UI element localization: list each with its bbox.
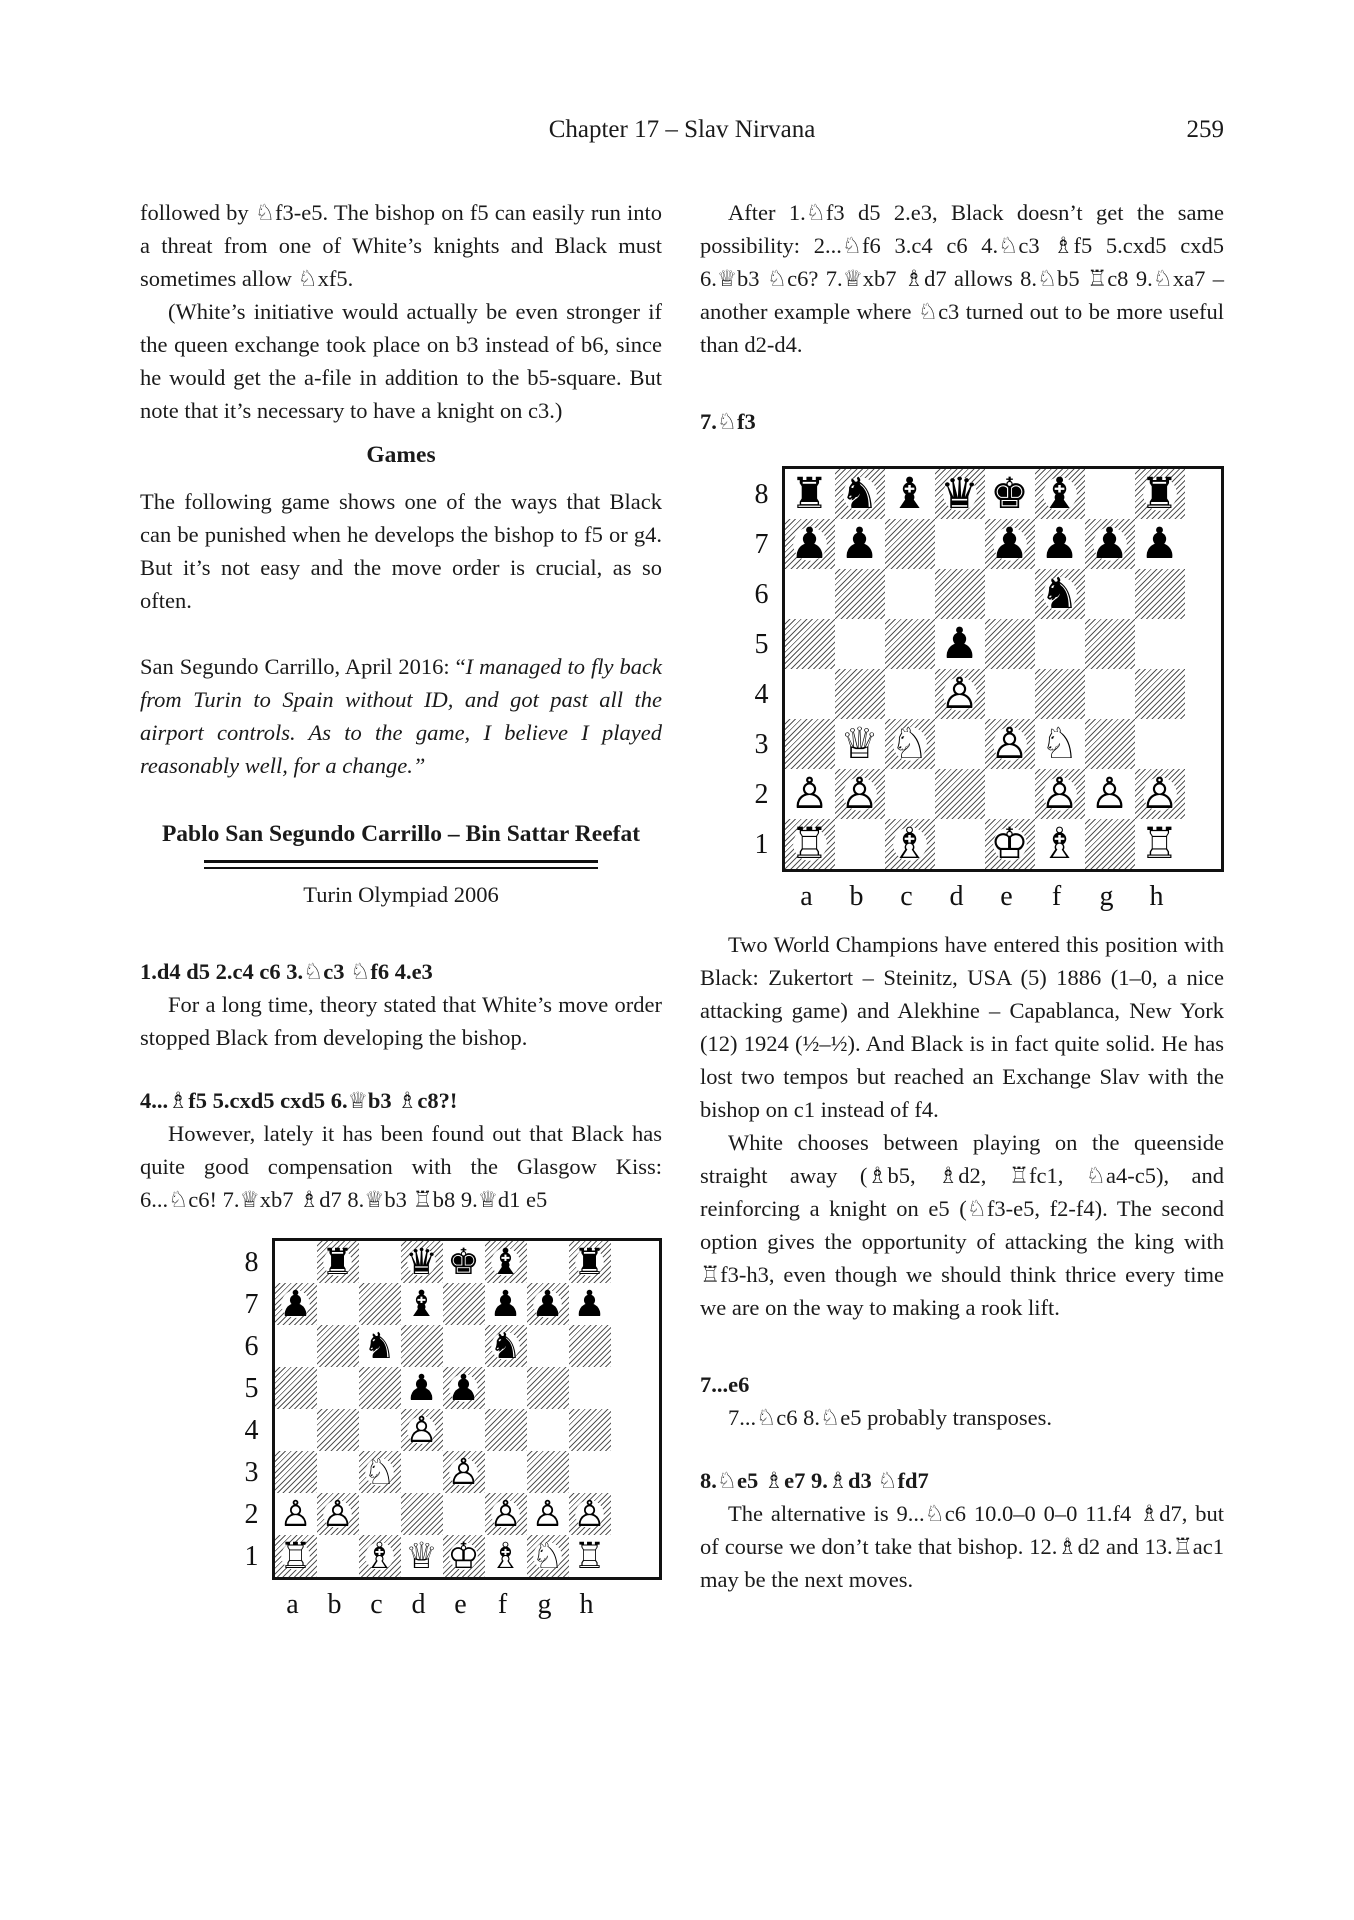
file-label: b <box>327 1588 342 1620</box>
body-paragraph: The following game shows one of the ways that Black can be punished when he develops the bishop to f5 or g4. But it’s not easy and the move order is crucial, as so often. <box>140 489 662 613</box>
board-square <box>785 619 835 669</box>
board-square <box>569 1409 611 1451</box>
body-paragraph: 7...♘c6 8.♘e5 probably transposes. <box>728 1405 1053 1430</box>
white-knight: ♘ <box>1037 721 1083 767</box>
black-queen: ♛ <box>402 1243 441 1282</box>
board-square <box>317 1367 359 1409</box>
board-square <box>527 1367 569 1409</box>
move-heading: 7.♘f3 <box>700 409 756 434</box>
board-square <box>401 1409 443 1451</box>
board-square <box>401 1241 443 1283</box>
board-square <box>443 1409 485 1451</box>
board-square <box>569 1283 611 1325</box>
rank-label: 2 <box>754 778 769 810</box>
board-square <box>785 669 835 719</box>
chess-board <box>782 466 1225 872</box>
white-bishop: ♗ <box>486 1537 525 1576</box>
black-knight: ♞ <box>360 1327 399 1366</box>
board-square <box>935 669 985 719</box>
black-pawn: ♟ <box>987 521 1033 567</box>
black-pawn: ♟ <box>276 1285 315 1324</box>
board-square <box>359 1409 401 1451</box>
double-rule <box>204 860 598 869</box>
board-square <box>443 1367 485 1409</box>
white-rook: ♖ <box>570 1537 609 1576</box>
board-square <box>443 1451 485 1493</box>
board-square <box>785 519 835 569</box>
board-square <box>485 1367 527 1409</box>
board-square <box>885 769 935 819</box>
board-square <box>885 469 935 519</box>
board-square <box>569 1325 611 1367</box>
board-square <box>569 1493 611 1535</box>
event-line: Turin Olympiad 2006 <box>303 882 499 907</box>
board-square <box>569 1367 611 1409</box>
file-labels <box>272 1586 663 1622</box>
board-square <box>275 1367 317 1409</box>
board-square <box>401 1535 443 1577</box>
body-paragraph: For a long time, theory stated that White’s move order stopped Black from developing the bishop. <box>140 992 662 1050</box>
left-column <box>140 196 662 1622</box>
board-square <box>935 819 985 869</box>
chess-diagram-left <box>196 1238 662 1622</box>
game-header <box>140 818 662 911</box>
board-square <box>359 1493 401 1535</box>
black-pawn: ♟ <box>1087 521 1133 567</box>
rank-label: 4 <box>244 1414 259 1446</box>
file-label: e <box>454 1588 467 1620</box>
file-label: g <box>537 1588 552 1620</box>
board-square <box>785 819 835 869</box>
black-pawn: ♟ <box>570 1285 609 1324</box>
board-square <box>985 769 1035 819</box>
board-square <box>885 569 935 619</box>
board-square <box>835 819 885 869</box>
board-square <box>835 519 885 569</box>
white-knight: ♘ <box>360 1453 399 1492</box>
black-pawn: ♟ <box>1137 521 1183 567</box>
right-column <box>700 196 1224 1596</box>
board-square <box>1035 569 1085 619</box>
white-king: ♔ <box>444 1537 483 1576</box>
board-square <box>485 1241 527 1283</box>
board-square <box>527 1451 569 1493</box>
white-pawn: ♙ <box>276 1495 315 1534</box>
quote-intro: San Segundo Carrillo, April 2016: “ <box>140 654 466 679</box>
board-square <box>401 1493 443 1535</box>
black-queen: ♛ <box>937 471 983 517</box>
board-square <box>1135 669 1185 719</box>
black-pawn: ♟ <box>937 621 983 667</box>
board-square <box>885 719 935 769</box>
chapter-title: Chapter 17 – Slav Nirvana <box>548 116 816 143</box>
board-square <box>443 1493 485 1535</box>
black-king: ♚ <box>444 1243 483 1282</box>
move-heading: 7...e6 <box>700 1372 750 1397</box>
board-square <box>1085 819 1135 869</box>
board-square <box>275 1325 317 1367</box>
board-square <box>1085 469 1135 519</box>
black-knight: ♞ <box>486 1327 525 1366</box>
board-square <box>569 1451 611 1493</box>
board-square <box>527 1535 569 1577</box>
board-square <box>1035 719 1085 769</box>
board-square <box>1135 519 1185 569</box>
black-pawn: ♟ <box>528 1285 567 1324</box>
chess-board <box>272 1238 663 1580</box>
white-pawn: ♙ <box>937 671 983 717</box>
black-rook: ♜ <box>318 1243 357 1282</box>
body-paragraph: (White’s initiative would actually be even stronger if the queen exchange took place on b3 instead of b6, since he would get the a-file in addition to the b5-square. But note that it’s necessary to have a knight on c3.) <box>140 299 662 423</box>
board-square <box>935 569 985 619</box>
board-square <box>317 1409 359 1451</box>
board-square <box>275 1409 317 1451</box>
white-pawn: ♙ <box>1087 771 1133 817</box>
board-square <box>885 519 935 569</box>
page-number: 259 <box>1186 116 1224 143</box>
board-square <box>785 569 835 619</box>
board-square <box>935 619 985 669</box>
black-pawn: ♟ <box>1037 521 1083 567</box>
black-bishop: ♝ <box>887 471 933 517</box>
file-label: a <box>800 880 813 912</box>
board-square <box>935 769 985 819</box>
board-square <box>485 1325 527 1367</box>
board-square <box>835 769 885 819</box>
chess-diagram-right <box>718 466 1224 914</box>
rank-label: 4 <box>754 678 769 710</box>
players-line: Pablo San Segundo Carrillo – Bin Sattar Reefat <box>161 821 641 847</box>
file-label: h <box>579 1588 594 1620</box>
black-pawn: ♟ <box>402 1369 441 1408</box>
board-square <box>985 619 1035 669</box>
rank-label: 7 <box>244 1288 259 1320</box>
board-square <box>935 469 985 519</box>
board-square <box>885 669 935 719</box>
board-square <box>485 1451 527 1493</box>
file-label: e <box>1000 880 1013 912</box>
board-square <box>527 1241 569 1283</box>
white-pawn: ♙ <box>528 1495 567 1534</box>
rank-label: 2 <box>244 1498 259 1530</box>
board-square <box>1135 619 1185 669</box>
white-king: ♔ <box>987 821 1033 867</box>
board-square <box>1085 569 1135 619</box>
rank-label: 1 <box>244 1540 259 1572</box>
board-square <box>443 1325 485 1367</box>
black-pawn: ♟ <box>837 521 883 567</box>
white-pawn: ♙ <box>402 1411 441 1450</box>
author-quote-paragraph <box>140 650 662 782</box>
rank-label: 8 <box>754 478 769 510</box>
board-square <box>275 1451 317 1493</box>
body-paragraph: followed by ♘f3-e5. The bishop on f5 can easily run into a threat from one of White’s knights and Black must sometimes allow ♘xf5. <box>140 200 662 291</box>
board-square <box>1135 469 1185 519</box>
black-pawn: ♟ <box>787 521 833 567</box>
rank-label: 3 <box>754 728 769 760</box>
board-square <box>569 1241 611 1283</box>
board-square <box>275 1535 317 1577</box>
board-square <box>835 669 885 719</box>
white-knight: ♘ <box>528 1537 567 1576</box>
move-heading: 8.♘e5 ♗e7 9.♗d3 ♘fd7 <box>700 1468 929 1493</box>
board-square <box>885 819 935 869</box>
board-square <box>359 1535 401 1577</box>
file-label: c <box>370 1588 383 1620</box>
board-square <box>317 1493 359 1535</box>
board-square <box>1035 769 1085 819</box>
section-heading-games: Games <box>366 442 436 468</box>
move-line: 1.d4 d5 2.c4 c6 3.♘c3 ♘f6 4.e3 <box>140 959 433 984</box>
board-square <box>359 1367 401 1409</box>
black-rook: ♜ <box>570 1243 609 1282</box>
black-bishop: ♝ <box>402 1285 441 1324</box>
board-square <box>527 1409 569 1451</box>
rank-label: 1 <box>754 828 769 860</box>
white-pawn: ♙ <box>1037 771 1083 817</box>
body-paragraph: However, lately it has been found out that Black has quite good compensation with the Glasgow Kiss: 6...♘c6! 7.♕xb7 ♗d7 8.♕b3 ♖b8 9.♕d1 e5 <box>140 1121 662 1212</box>
white-queen: ♕ <box>402 1537 441 1576</box>
black-knight: ♞ <box>837 471 883 517</box>
black-pawn: ♟ <box>486 1285 525 1324</box>
board-square <box>1085 519 1135 569</box>
rank-labels <box>718 466 769 872</box>
board-square <box>985 669 1035 719</box>
file-label: a <box>286 1588 299 1620</box>
board-square <box>985 519 1035 569</box>
board-square <box>785 769 835 819</box>
board-square <box>485 1283 527 1325</box>
board-square <box>785 469 835 519</box>
board-square <box>527 1325 569 1367</box>
board-square <box>317 1241 359 1283</box>
white-rook: ♖ <box>787 821 833 867</box>
board-square <box>835 569 885 619</box>
white-pawn: ♙ <box>787 771 833 817</box>
board-square <box>569 1535 611 1577</box>
board-square <box>485 1535 527 1577</box>
file-label: c <box>900 880 913 912</box>
board-square <box>527 1283 569 1325</box>
file-label: h <box>1149 880 1164 912</box>
board-square <box>1085 769 1135 819</box>
quote-text: I managed to fly back from Turin to Spain without ID, and got past all the airport controls. As to the game, I believe I played reasonably well, for a change.” <box>140 654 662 778</box>
board-square <box>275 1241 317 1283</box>
board-square <box>1035 619 1085 669</box>
file-label: d <box>411 1588 426 1620</box>
rank-label: 8 <box>244 1246 259 1278</box>
board-square <box>359 1325 401 1367</box>
body-paragraph: White chooses between playing on the queenside straight away (♗b5, ♗d2, ♖fc1, ♘a4-c5), and reinforcing a knight on e5 (♘f3-e5, f2-f4). The second option gives the opportunity of attacking the king with ♖f3-h3, even though we should think thrice every time we are on the way to making a rook lift. <box>700 1130 1224 1320</box>
file-label: f <box>1051 880 1062 912</box>
file-label: d <box>949 880 964 912</box>
file-label: f <box>497 1588 508 1620</box>
board-square <box>1085 619 1135 669</box>
rank-label: 3 <box>244 1456 259 1488</box>
board-square <box>985 719 1035 769</box>
black-rook: ♜ <box>787 471 833 517</box>
board-square <box>401 1367 443 1409</box>
board-square <box>835 619 885 669</box>
board-square <box>935 519 985 569</box>
board-square <box>275 1283 317 1325</box>
board-square <box>401 1283 443 1325</box>
board-square <box>317 1325 359 1367</box>
move-line: 4...♗f5 5.cxd5 cxd5 6.♕b3 ♗c8?! <box>140 1088 458 1113</box>
white-bishop: ♗ <box>360 1537 399 1576</box>
board-square <box>1135 769 1185 819</box>
white-pawn: ♙ <box>1137 771 1183 817</box>
white-pawn: ♙ <box>318 1495 357 1534</box>
board-square <box>401 1451 443 1493</box>
board-square <box>785 719 835 769</box>
white-bishop: ♗ <box>1037 821 1083 867</box>
board-square <box>485 1409 527 1451</box>
black-bishop: ♝ <box>1037 471 1083 517</box>
board-square <box>275 1493 317 1535</box>
board-square <box>1135 569 1185 619</box>
body-paragraph: After 1.♘f3 d5 2.e3, Black doesn’t get the same possibility: 2...♘f6 3.c4 c6 4.♘c3 ♗f5 5.cxd5 cxd5 6.♕b3 ♘c6? 7.♕xb7 ♗d7 allows 8.♘b5 ♖c8 9.♘xa7 – another example where ♘c3 turned out to be more useful than d2-d4. <box>700 200 1224 357</box>
file-labels <box>782 878 1225 914</box>
white-rook: ♖ <box>276 1537 315 1576</box>
black-rook: ♜ <box>1137 471 1183 517</box>
board-square <box>1035 469 1085 519</box>
black-bishop: ♝ <box>486 1243 525 1282</box>
board-square <box>985 819 1035 869</box>
black-pawn: ♟ <box>444 1369 483 1408</box>
rank-label: 7 <box>754 528 769 560</box>
rank-label: 6 <box>244 1330 259 1362</box>
rank-label: 5 <box>244 1372 259 1404</box>
white-pawn: ♙ <box>570 1495 609 1534</box>
board-square <box>1035 669 1085 719</box>
board-square <box>985 469 1035 519</box>
board-square <box>443 1283 485 1325</box>
board-square <box>317 1535 359 1577</box>
white-knight: ♘ <box>887 721 933 767</box>
board-square <box>1135 819 1185 869</box>
board-square <box>317 1283 359 1325</box>
board-square <box>1035 819 1085 869</box>
board-square <box>317 1451 359 1493</box>
white-queen: ♕ <box>837 721 883 767</box>
board-square <box>527 1493 569 1535</box>
running-head <box>140 116 1224 150</box>
white-pawn: ♙ <box>987 721 1033 767</box>
board-square <box>1085 719 1135 769</box>
board-square <box>359 1451 401 1493</box>
white-pawn: ♙ <box>837 771 883 817</box>
board-square <box>1085 669 1135 719</box>
board-square <box>1035 519 1085 569</box>
body-paragraph: Two World Champions have entered this position with Black: Zukertort – Steinitz, USA (5) 1886 (1–0, a nice attacking game) and Alekhine – Capablanca, New York (12) 1924 (½–½). And Black is in fact quite solid. He has lost two tempos but reached an Exchange Slav with the bishop on c1 instead of f4. <box>700 932 1224 1122</box>
rank-label: 5 <box>754 628 769 660</box>
black-knight: ♞ <box>1037 571 1083 617</box>
file-label: g <box>1099 880 1114 912</box>
board-square <box>885 619 935 669</box>
black-king: ♚ <box>987 471 1033 517</box>
white-pawn: ♙ <box>486 1495 525 1534</box>
rank-label: 6 <box>754 578 769 610</box>
board-square <box>835 469 885 519</box>
board-square <box>985 569 1035 619</box>
board-square <box>443 1241 485 1283</box>
white-rook: ♖ <box>1137 821 1183 867</box>
white-bishop: ♗ <box>887 821 933 867</box>
file-label: b <box>849 880 864 912</box>
rank-labels <box>196 1238 259 1580</box>
board-square <box>485 1493 527 1535</box>
body-paragraph: The alternative is 9...♘c6 10.0–0 0–0 11.f4 ♗d7, but of course we don’t take that bishop. 12.♗d2 and 13.♖ac1 may be the next moves. <box>700 1501 1224 1592</box>
board-square <box>835 719 885 769</box>
board-square <box>359 1241 401 1283</box>
board-square <box>401 1325 443 1367</box>
board-square <box>1135 719 1185 769</box>
board-square <box>443 1535 485 1577</box>
board-square <box>359 1283 401 1325</box>
board-square <box>935 719 985 769</box>
white-pawn: ♙ <box>444 1453 483 1492</box>
